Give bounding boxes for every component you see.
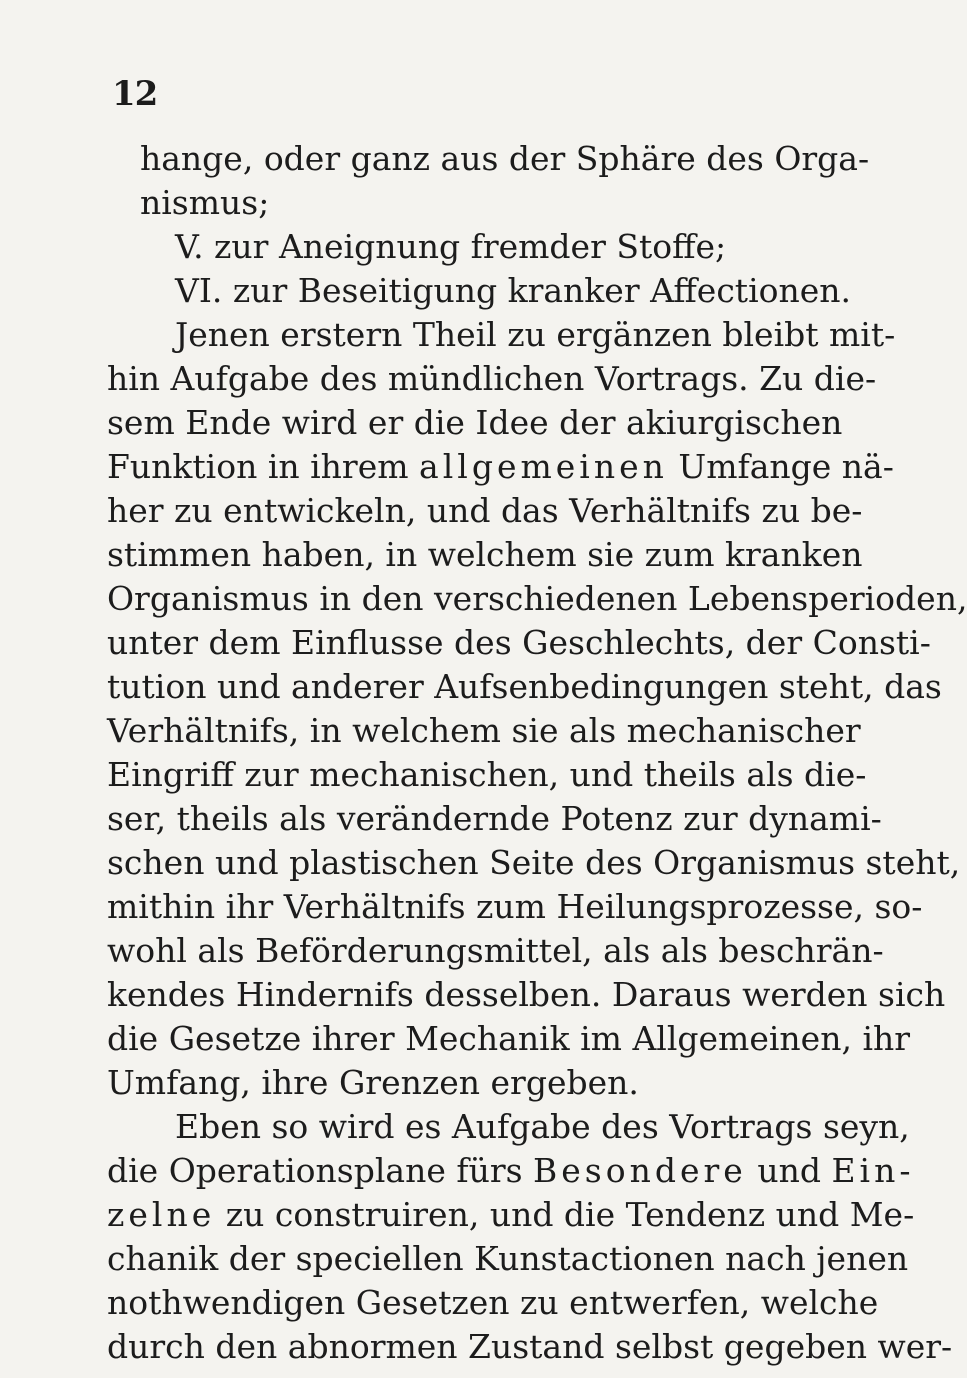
list-item-v: V. zur Aneignung fremder Stoffe; xyxy=(175,227,727,266)
text-segment: zu construiren, und die Tendenz und Me- xyxy=(225,1195,915,1234)
spaced-emphasis: zelne xyxy=(107,1195,216,1234)
text-line: kendes Hindernifs desselben. Daraus werden sich xyxy=(107,975,946,1014)
text-segment: Umfange nä- xyxy=(678,447,894,486)
text-line: chanik der speciellen Kunstactionen nach jenen xyxy=(107,1239,909,1278)
text-segment: die Operationsplane fürs xyxy=(107,1151,523,1190)
text-line: Organismus in den verschiedenen Lebensperioden, xyxy=(107,579,967,618)
text-line: nismus; xyxy=(140,183,270,222)
paragraph-start: Eben so wird es Aufgabe des Vortrags seyn, xyxy=(175,1107,910,1146)
text-line: tution und anderer Aufsenbedingungen steht, das xyxy=(107,667,942,706)
text-line: ser, theils als verändernde Potenz zur dynami- xyxy=(107,799,882,838)
text-line: wohl als Beförderungsmittel, als als beschrän- xyxy=(107,931,884,970)
list-item-vi: VI. zur Beseitigung kranker Affectionen. xyxy=(175,271,852,310)
spaced-emphasis: Ein- xyxy=(831,1151,915,1190)
paragraph-start: Jenen erstern Theil zu ergänzen bleibt mit- xyxy=(175,315,896,354)
spaced-emphasis: Besondere xyxy=(533,1151,747,1190)
text-line: Umfang, ihre Grenzen ergeben. xyxy=(107,1063,639,1102)
text-line xyxy=(107,1195,914,1235)
text-line: mithin ihr Verhältnifs zum Heilungsprozesse, so- xyxy=(107,887,923,926)
text-line: durch den abnormen Zustand selbst gegeben wer- xyxy=(107,1327,953,1366)
page-number: 12 xyxy=(112,74,158,114)
text-line: sem Ende wird er die Idee der akiurgischen xyxy=(107,403,843,442)
text-line xyxy=(107,447,894,487)
text-segment: und xyxy=(757,1151,821,1190)
text-line: Eingriff zur mechanischen, und theils als die- xyxy=(107,755,867,794)
text-line: hin Aufgabe des mündlichen Vortrags. Zu die- xyxy=(107,359,877,398)
text-line: Verhältnifs, in welchem sie als mechanischer xyxy=(107,711,861,750)
text-line: hange, oder ganz aus der Sphäre des Orga- xyxy=(140,139,870,178)
text-segment: Funktion in ihrem xyxy=(107,447,409,486)
spaced-emphasis: allgemeinen xyxy=(419,447,668,486)
text-line: die Gesetze ihrer Mechanik im Allgemeinen, ihr xyxy=(107,1019,911,1058)
text-line: nothwendigen Gesetzen zu entwerfen, welche xyxy=(107,1283,879,1322)
text-line: schen und plastischen Seite des Organismus steht, xyxy=(107,843,961,882)
text-line: stimmen haben, in welchem sie zum kranken xyxy=(107,535,863,574)
text-line xyxy=(107,1151,915,1191)
text-line: her zu entwickeln, und das Verhältnifs zu be- xyxy=(107,491,863,530)
text-line: unter dem Einflusse des Geschlechts, der Consti- xyxy=(107,623,931,662)
